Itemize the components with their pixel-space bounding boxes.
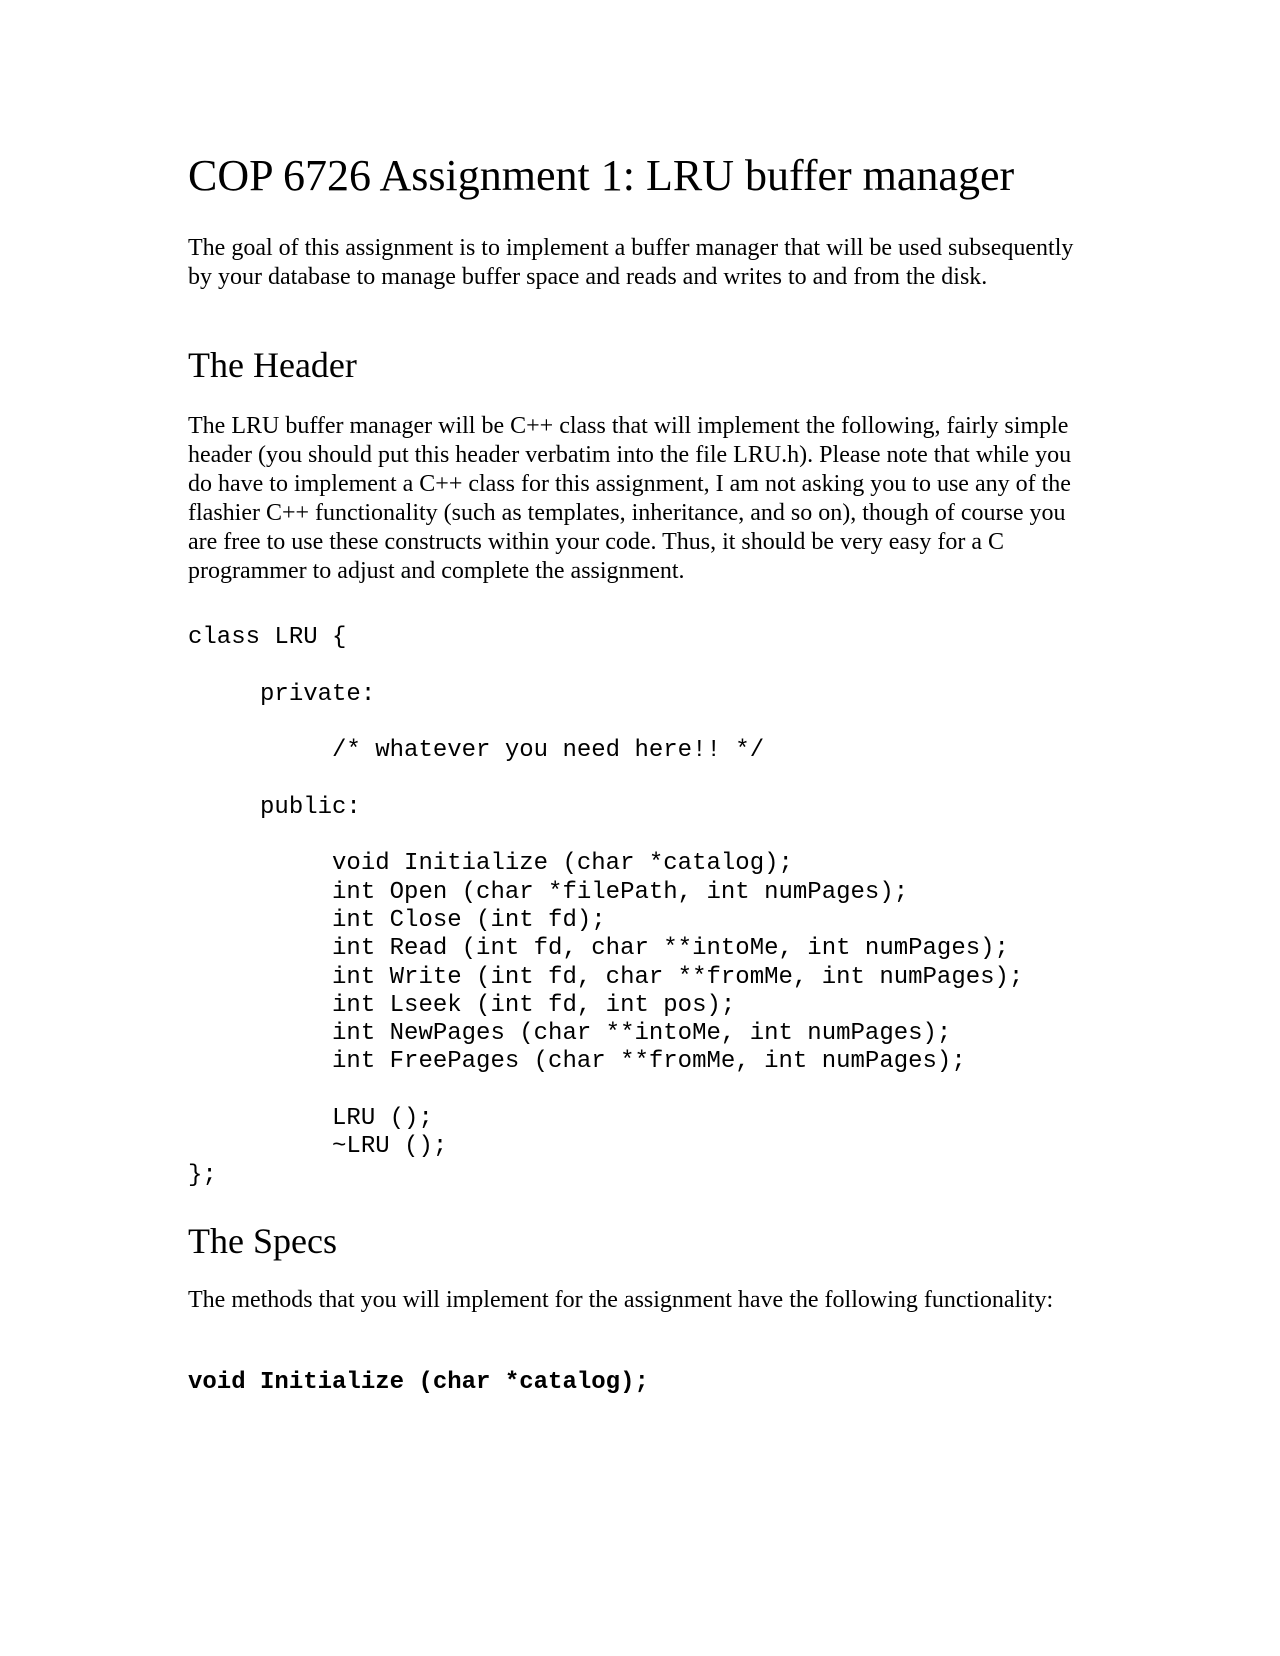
specs-section-paragraph: The methods that you will implement for the assignment have the following functionality: bbox=[188, 1287, 1054, 1313]
document-page bbox=[188, 0, 1088, 1656]
section-heading-specs: The Specs bbox=[188, 1221, 337, 1261]
intro-paragraph: The goal of this assignment is to implement a buffer manager that will be used subsequently by your database to manage buffer space and reads and writes to and from the disk. bbox=[188, 235, 1074, 290]
lru-class-code-block: class LRU { private: /* whatever you need here!! */ public: void Initialize (char *catalog); int Open (char *filePath, int numPages); int Close (int fd); int Read (int fd, char **intoMe, int numPages); int Write (int fd, char **fromMe, int numPages); int Lseek (int fd, int pos); int NewPages (char **intoMe, int numPages); int FreePages (char **fromMe, int numPages); LRU (); ~LRU (); }; bbox=[188, 624, 1024, 1189]
header-section-paragraph: The LRU buffer manager will be C++ class that will implement the following, fairly simple header (you should put this header verbatim into the file LRU.h). Please note that while you do have to implement a C++ class for this assignment, I am not asking you to use any of the flashier C++ functionality (such as templates, inheritance, and so on), though of course you are free to use these constructs within your code. Thus, it should be very easy for a C programmer to adjust and complete the assignment. bbox=[188, 413, 1072, 584]
initialize-method-signature: void Initialize (char *catalog); bbox=[188, 1369, 649, 1396]
section-heading-header: The Header bbox=[188, 345, 357, 385]
document-title: COP 6726 Assignment 1: LRU buffer manager bbox=[188, 151, 1015, 200]
